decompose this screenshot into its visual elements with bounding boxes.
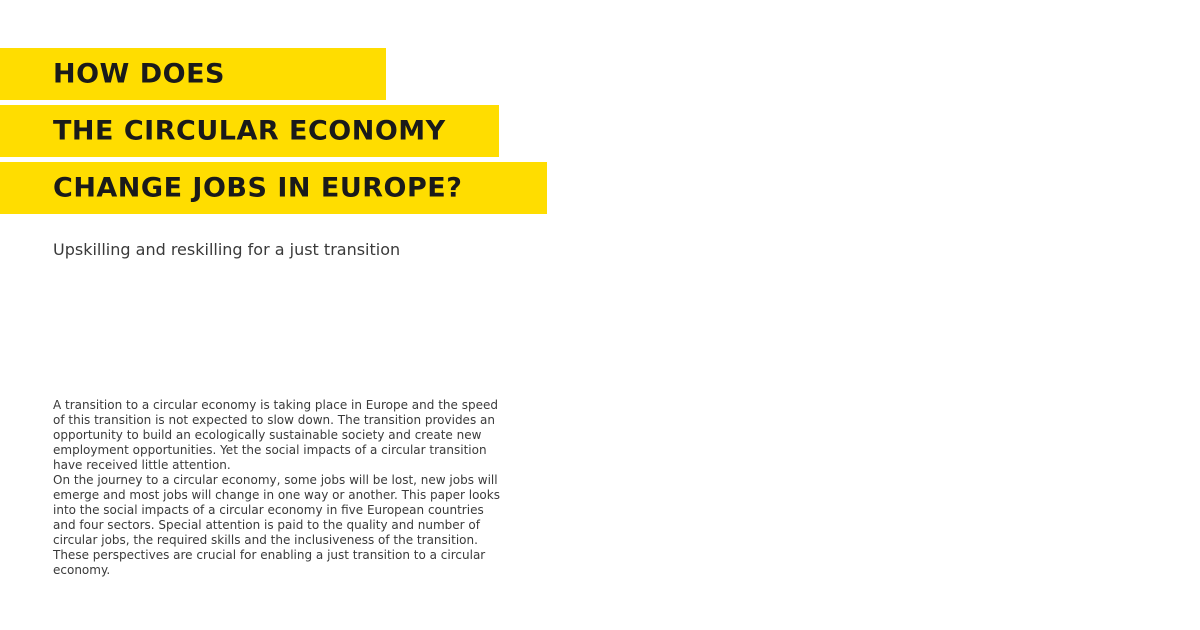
title-line-2: THE CIRCULAR ECONOMY	[53, 115, 446, 147]
title-line-3: CHANGE JOBS IN EUROPE?	[53, 172, 463, 204]
title-bar-3	[0, 162, 547, 214]
title-line-1: HOW DOES	[53, 58, 225, 90]
body-paragraph-2: On the journey to a circular economy, some jobs will be lost, new jobs will emerge and most jobs will change in one way or another. This paper looks into the social impacts of a circular economy in five European countries and four sectors. Special attention is paid to the quality and number of circular jobs, the required skills and the inclusiveness of the transition. These perspectives are crucial for enabling a just transition to a circular economy.	[53, 473, 500, 577]
body-text	[53, 398, 503, 578]
page-subtitle: Upskilling and reskilling for a just transition	[53, 240, 401, 259]
title-bar-2	[0, 105, 499, 157]
title-bar-1	[0, 48, 386, 100]
body-paragraph-1: A transition to a circular economy is taking place in Europe and the speed of this transition is not expected to slow down. The transition provides an opportunity to build an ecologically sustainable society and create new employment opportunities. Yet the social impacts of a circular transition have received little attention.	[53, 398, 498, 472]
